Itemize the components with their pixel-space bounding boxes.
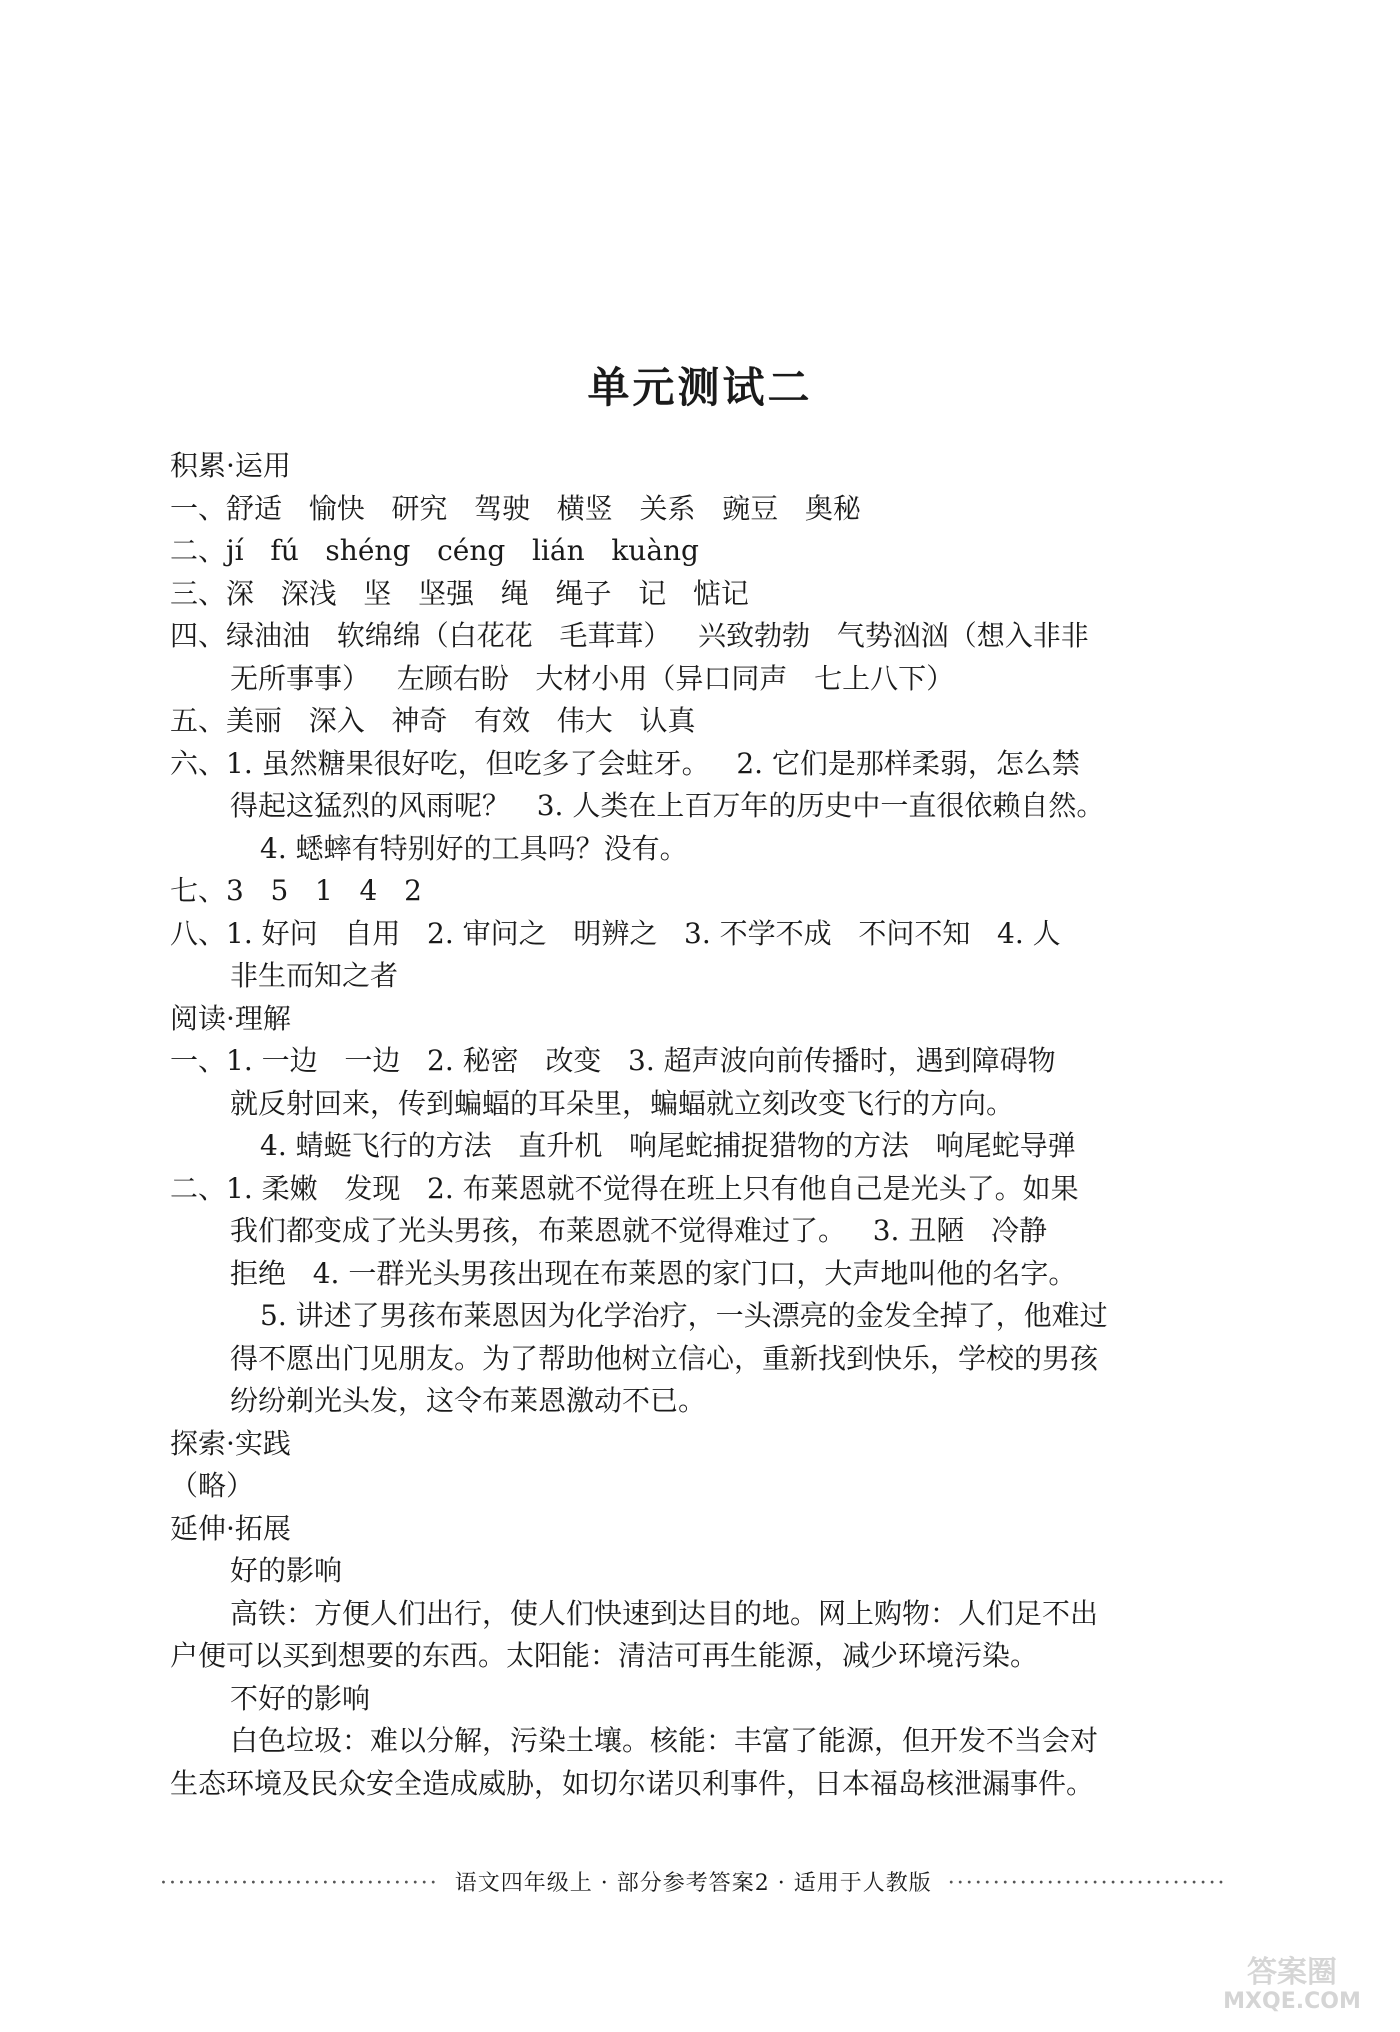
- footer-dots-left: ·······························: [160, 1871, 439, 1896]
- section-heading: 积累·运用: [170, 449, 291, 482]
- answer-line: 四、绿油油 软绵绵（白花花 毛茸茸） 兴致勃勃 气势汹汹（想入非非: [170, 619, 1089, 652]
- answer-line: 4. 蜻蜓飞行的方法 直升机 响尾蛇捕捉猎物的方法 响尾蛇导弹: [260, 1129, 1076, 1162]
- answer-line: 生态环境及民众安全造成威胁，如切尔诺贝利事件，日本福岛核泄漏事件。: [170, 1766, 1095, 1800]
- section-heading: 阅读·理解: [170, 1001, 291, 1035]
- answer-line: 五、美丽 深入 神奇 有效 伟大 认真: [170, 704, 696, 737]
- answer-line: 纷纷剃光头发，这令布莱恩激动不已。: [230, 1384, 707, 1417]
- footer-text: 语文四年级上 · 部分参考答案2 · 适用于人教版: [454, 1871, 932, 1896]
- answer-line: 就反射回来，传到蝙蝠的耳朵里，蝙蝠就立刻改变飞行的方向。: [230, 1086, 1015, 1120]
- answer-line: 二、jí fú shéng céng lián kuàng: [170, 534, 699, 567]
- section-heading: 延伸·拓展: [170, 1511, 291, 1545]
- page-footer: [160, 1866, 1227, 1897]
- answer-line: 得起这猛烈的风雨呢？ 3. 人类在上百万年的历史中一直很依赖自然。: [230, 789, 1105, 822]
- answer-line: 一、舒适 愉快 研究 驾驶 横竖 关系 豌豆 奥秘: [170, 491, 861, 525]
- answer-line: 无所事事） 左顾右盼 大材小用（异口同声 七上八下）: [230, 661, 955, 695]
- answer-line: 非生而知之者: [230, 959, 399, 992]
- watermark-url: MXQE.COM: [1223, 1989, 1361, 2014]
- answer-line: 5. 讲述了男孩布莱恩因为化学治疗，一头漂亮的金发全掉了，他难过: [260, 1299, 1108, 1332]
- answer-line: 拒绝 4. 一群光头男孩出现在布莱恩的家门口，大声地叫他的名字。: [230, 1256, 1077, 1290]
- section-heading: 探索·实践: [170, 1426, 291, 1460]
- answer-line: 六、1. 虽然糖果很好吃，但吃多了会蛀牙。 2. 它们是那样柔弱，怎么禁: [170, 746, 1080, 780]
- answer-content: [170, 445, 1180, 1805]
- answer-line: 八、1. 好问 自用 2. 审问之 明辨之 3. 不学不成 不问不知 4. 人: [170, 916, 1061, 950]
- answer-line: （略）: [170, 1469, 255, 1502]
- watermark-logo: [1202, 1946, 1382, 2016]
- footer-dots-right: ·······························: [947, 1871, 1227, 1896]
- answer-line: 好的影响: [230, 1554, 343, 1587]
- answer-line: 二、1. 柔嫩 发现 2. 布莱恩就不觉得在班上只有他自己是光头了。如果: [170, 1171, 1079, 1205]
- answer-line: 我们都变成了光头男孩，布莱恩就不觉得难过了。 3. 丑陋 冷静: [230, 1214, 1048, 1247]
- answer-line: 户便可以买到想要的东西。太阳能：清洁可再生能源，减少环境污染。: [170, 1639, 1039, 1672]
- answer-line: 白色垃圾：难以分解，污染土壤。核能：丰富了能源，但开发不当会对: [230, 1724, 1099, 1757]
- answer-line: 高铁：方便人们出行，使人们快速到达目的地。网上购物：人们足不出: [230, 1596, 1099, 1630]
- answer-line: 一、1. 一边 一边 2. 秘密 改变 3. 超声波向前传播时，遇到障碍物: [170, 1044, 1056, 1077]
- page-title: 单元测试二: [587, 363, 813, 412]
- watermark-logo-text: 答案圈: [1247, 1955, 1337, 1990]
- answer-line: 得不愿出门见朋友。为了帮助他树立信心，重新找到快乐，学校的男孩: [230, 1341, 1099, 1375]
- answer-line: 三、深 深浅 坚 坚强 绳 绳子 记 惦记: [170, 576, 749, 610]
- answer-line: 4. 蟋蟀有特别好的工具吗？没有。: [260, 831, 688, 865]
- answer-line: 七、3 5 1 4 2: [170, 874, 422, 907]
- answer-line: 不好的影响: [230, 1681, 371, 1715]
